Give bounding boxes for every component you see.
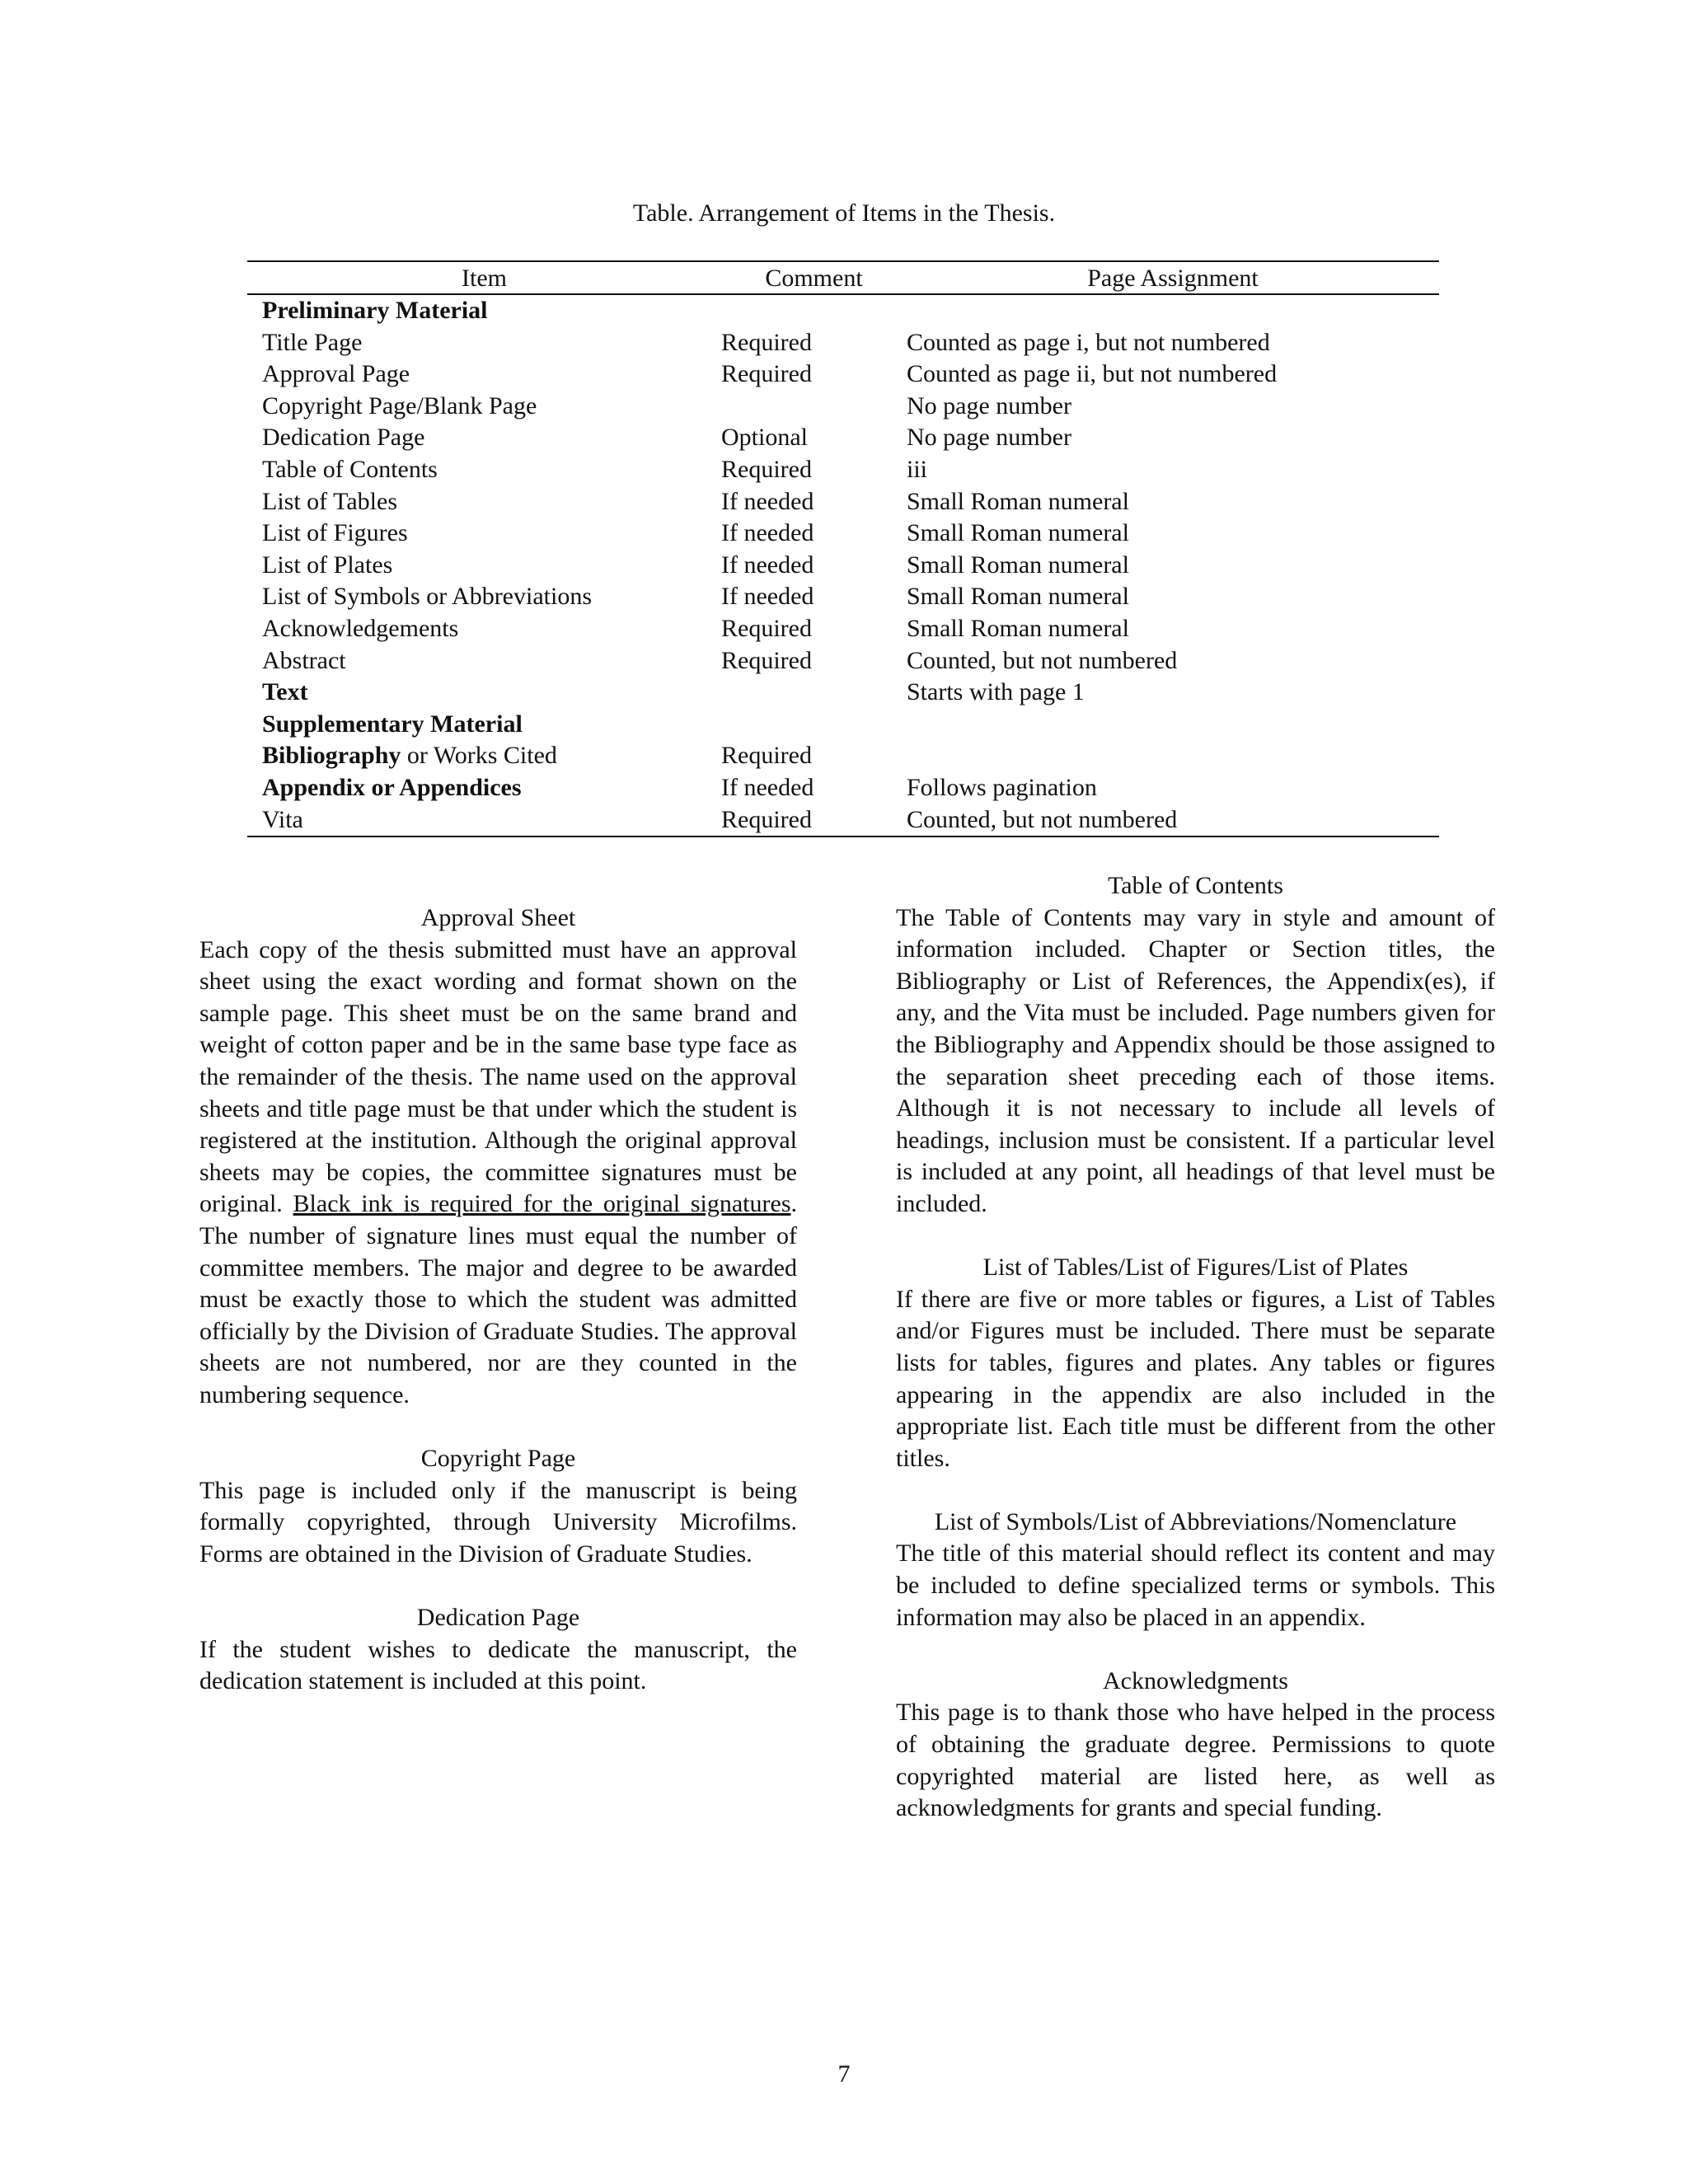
approval-sheet-section bbox=[199, 902, 797, 1412]
dedication-page-section bbox=[199, 1602, 797, 1698]
page-assignment-cell: Starts with page 1 bbox=[907, 678, 1085, 706]
item-cell bbox=[247, 740, 721, 772]
table-row bbox=[247, 613, 1439, 645]
table-row bbox=[247, 518, 1439, 550]
page-assignment-cell bbox=[907, 294, 1439, 327]
item-text: List of Plates bbox=[262, 551, 393, 579]
item-cell bbox=[247, 772, 721, 804]
section-title: List of Symbols/List of Abbreviations/Nomenclature bbox=[934, 1507, 1457, 1535]
item-cell bbox=[247, 359, 721, 391]
page-assignment-cell: Counted as page i, but not numbered bbox=[907, 328, 1270, 356]
comment-cell: If needed bbox=[721, 773, 814, 801]
item-cell bbox=[247, 422, 721, 454]
left-column bbox=[199, 902, 797, 1729]
table-row bbox=[247, 359, 1439, 391]
table-row bbox=[247, 454, 1439, 486]
comment-cell: Required bbox=[721, 455, 812, 483]
item-cell bbox=[247, 709, 721, 741]
page-assignment-cell bbox=[907, 709, 1439, 741]
page-assignment-cell: Follows pagination bbox=[907, 773, 1097, 801]
underlined-requirement: Black ink is required for the original signatures bbox=[293, 1190, 791, 1218]
section-title: Approval Sheet bbox=[420, 904, 576, 931]
section-text: The Table of Contents may vary in style and amount of information included. Chapter or Section titles, the Bibliography or List of References, the Appendix(es), if any, and the Vita must be included. Page numbers given for the Bibliography and Appendix should be those assigned to the separation sheet preceding each of those items. Although it is not necessary to include all levels of headings, inclusion must be consistent. If a particular level is included at any point, all headings of that level must be included. bbox=[896, 903, 1495, 1217]
page-assignment-cell: Small Roman numeral bbox=[907, 583, 1129, 611]
acknowledgments-section bbox=[896, 1666, 1495, 1825]
page-assignment-cell: Small Roman numeral bbox=[907, 614, 1129, 642]
section-title: Acknowledgments bbox=[1103, 1666, 1288, 1694]
table-row bbox=[247, 804, 1439, 837]
section-title: Dedication Page bbox=[416, 1604, 580, 1632]
comment-cell bbox=[721, 391, 907, 423]
lists-section bbox=[896, 1252, 1495, 1474]
section-text: This page is to thank those who have helped in the process of obtaining the graduate degree. Permissions to quote copyrighted material are listed here, as well as acknowledgments for grants and special funding. bbox=[896, 1699, 1495, 1822]
section-title: Copyright Page bbox=[420, 1445, 576, 1473]
comment-cell: Required bbox=[721, 646, 812, 674]
item-text: Copyright Page/Blank Page bbox=[262, 391, 537, 419]
table-row bbox=[247, 772, 1439, 804]
item-text: Approval Page bbox=[262, 360, 410, 388]
item-text: Abstract bbox=[262, 646, 346, 674]
page-assignment-cell: Counted as page ii, but not numbered bbox=[907, 360, 1278, 388]
section-text: The title of this material should reflect its content and may be included to define specialized terms or symbols. This information may also be placed in an appendix. bbox=[896, 1540, 1495, 1631]
table-row bbox=[247, 422, 1439, 454]
section-text: This page is included only if the manuscript is being formally copyrighted, through University Microfilms. Forms are obtained in the Division of Graduate Studies. bbox=[199, 1476, 797, 1568]
column-header-item: Item bbox=[247, 261, 721, 294]
table-row bbox=[247, 486, 1439, 518]
comment-cell bbox=[721, 294, 907, 327]
item-text: Vita bbox=[262, 805, 303, 833]
page-number: 7 bbox=[837, 2060, 851, 2088]
page-assignment-cell: Small Roman numeral bbox=[907, 551, 1129, 579]
table-of-contents-section bbox=[896, 870, 1495, 1221]
item-text: or Works Cited bbox=[401, 742, 557, 770]
column-header-page-assignment: Page Assignment bbox=[907, 261, 1439, 294]
page-assignment-cell: Small Roman numeral bbox=[907, 487, 1129, 515]
item-cell bbox=[247, 486, 721, 518]
page-assignment-cell bbox=[907, 740, 1439, 772]
item-cell bbox=[247, 677, 721, 709]
comment-cell bbox=[721, 677, 907, 709]
table-row bbox=[247, 645, 1439, 677]
item-bold-text: Text bbox=[262, 678, 308, 706]
item-cell bbox=[247, 294, 721, 327]
item-text: List of Figures bbox=[262, 519, 408, 547]
item-bold-text: Preliminary Material bbox=[262, 297, 488, 324]
comment-cell: If needed bbox=[721, 583, 814, 611]
item-text: Table of Contents bbox=[262, 455, 438, 483]
table-row bbox=[247, 294, 1439, 327]
item-bold-text: Bibliography bbox=[262, 742, 401, 770]
page-assignment-cell: Counted, but not numbered bbox=[907, 804, 1439, 837]
comment-cell: If needed bbox=[721, 487, 814, 515]
page-assignment-cell: Counted, but not numbered bbox=[907, 646, 1178, 674]
comment-cell: Required bbox=[721, 804, 907, 837]
item-text: List of Symbols or Abbreviations bbox=[262, 583, 592, 611]
comment-cell: Optional bbox=[721, 424, 808, 452]
comment-cell: Required bbox=[721, 742, 812, 770]
section-title: Table of Contents bbox=[1108, 872, 1283, 899]
item-text: Dedication Page bbox=[262, 424, 425, 452]
table-row bbox=[247, 550, 1439, 582]
table-row bbox=[247, 327, 1439, 359]
item-cell bbox=[247, 518, 721, 550]
item-bold-text: Supplementary Material bbox=[262, 710, 523, 738]
item-cell bbox=[247, 327, 721, 359]
comment-cell: Required bbox=[721, 328, 812, 356]
item-text: Title Page bbox=[262, 328, 363, 356]
item-text: Acknowledgements bbox=[262, 614, 459, 642]
item-cell bbox=[247, 550, 721, 582]
section-title: List of Tables/List of Figures/List of Plates bbox=[982, 1254, 1409, 1282]
comment-cell: If needed bbox=[721, 551, 814, 579]
comment-cell: Required bbox=[721, 360, 812, 388]
item-cell bbox=[247, 454, 721, 486]
section-text: If there are five or more tables or figures, a List of Tables and/or Figures must be included. There must be separate lists for tables, figures and plates. Any tables or figures appearing in the appendix are also included in the appropriate list. Each title must be different from the other titles. bbox=[896, 1285, 1495, 1472]
approval-text-part-2: . The number of signature lines must equal the number of committee members. The major and degree to be awarded must be exactly those to which the student was admitted officially by the Division of Graduate Studies. The approval sheets are not numbered, nor are they counted in the numbering sequence. bbox=[199, 1190, 797, 1408]
table-row bbox=[247, 581, 1439, 613]
item-cell bbox=[247, 391, 721, 423]
column-header-comment: Comment bbox=[721, 261, 907, 294]
page-assignment-cell: Small Roman numeral bbox=[907, 519, 1129, 547]
arrangement-table bbox=[247, 260, 1439, 837]
section-text: If the student wishes to dedicate the manuscript, the dedication statement is included at this point. bbox=[199, 1635, 797, 1695]
item-cell bbox=[247, 645, 721, 677]
copyright-page-section bbox=[199, 1443, 797, 1570]
page-assignment-cell: No page number bbox=[907, 391, 1071, 419]
item-cell bbox=[247, 613, 721, 645]
item-bold-text: Appendix or Appendices bbox=[262, 773, 522, 801]
comment-cell: Required bbox=[721, 614, 812, 642]
comment-cell: If needed bbox=[721, 519, 814, 547]
page-assignment-cell: No page number bbox=[907, 424, 1071, 452]
table-row bbox=[247, 709, 1439, 741]
item-cell bbox=[247, 581, 721, 613]
table-caption: Table. Arrangement of Items in the Thesis. bbox=[632, 199, 1056, 227]
item-text: List of Tables bbox=[262, 487, 397, 515]
section-text bbox=[199, 935, 797, 1412]
table-row bbox=[247, 391, 1439, 423]
table-row bbox=[247, 677, 1439, 709]
table-header-row bbox=[247, 261, 1439, 294]
comment-cell bbox=[721, 709, 907, 741]
page-assignment-cell: iii bbox=[907, 455, 928, 483]
approval-text-part-1: Each copy of the thesis submitted must have an approval sheet using the exact wording and format shown on the sample page. This sheet must be on the same brand and weight of cotton paper and be in the same base type face as the remainder of the thesis. The name used on the approval sheets and title page must be that under which the student is registered at the institution. Although the original approval sheets may be copies, the committee signatures must be original. bbox=[199, 935, 797, 1218]
right-column bbox=[896, 870, 1495, 1856]
item-cell bbox=[247, 804, 721, 837]
symbols-section bbox=[896, 1507, 1495, 1633]
table-row bbox=[247, 740, 1439, 772]
